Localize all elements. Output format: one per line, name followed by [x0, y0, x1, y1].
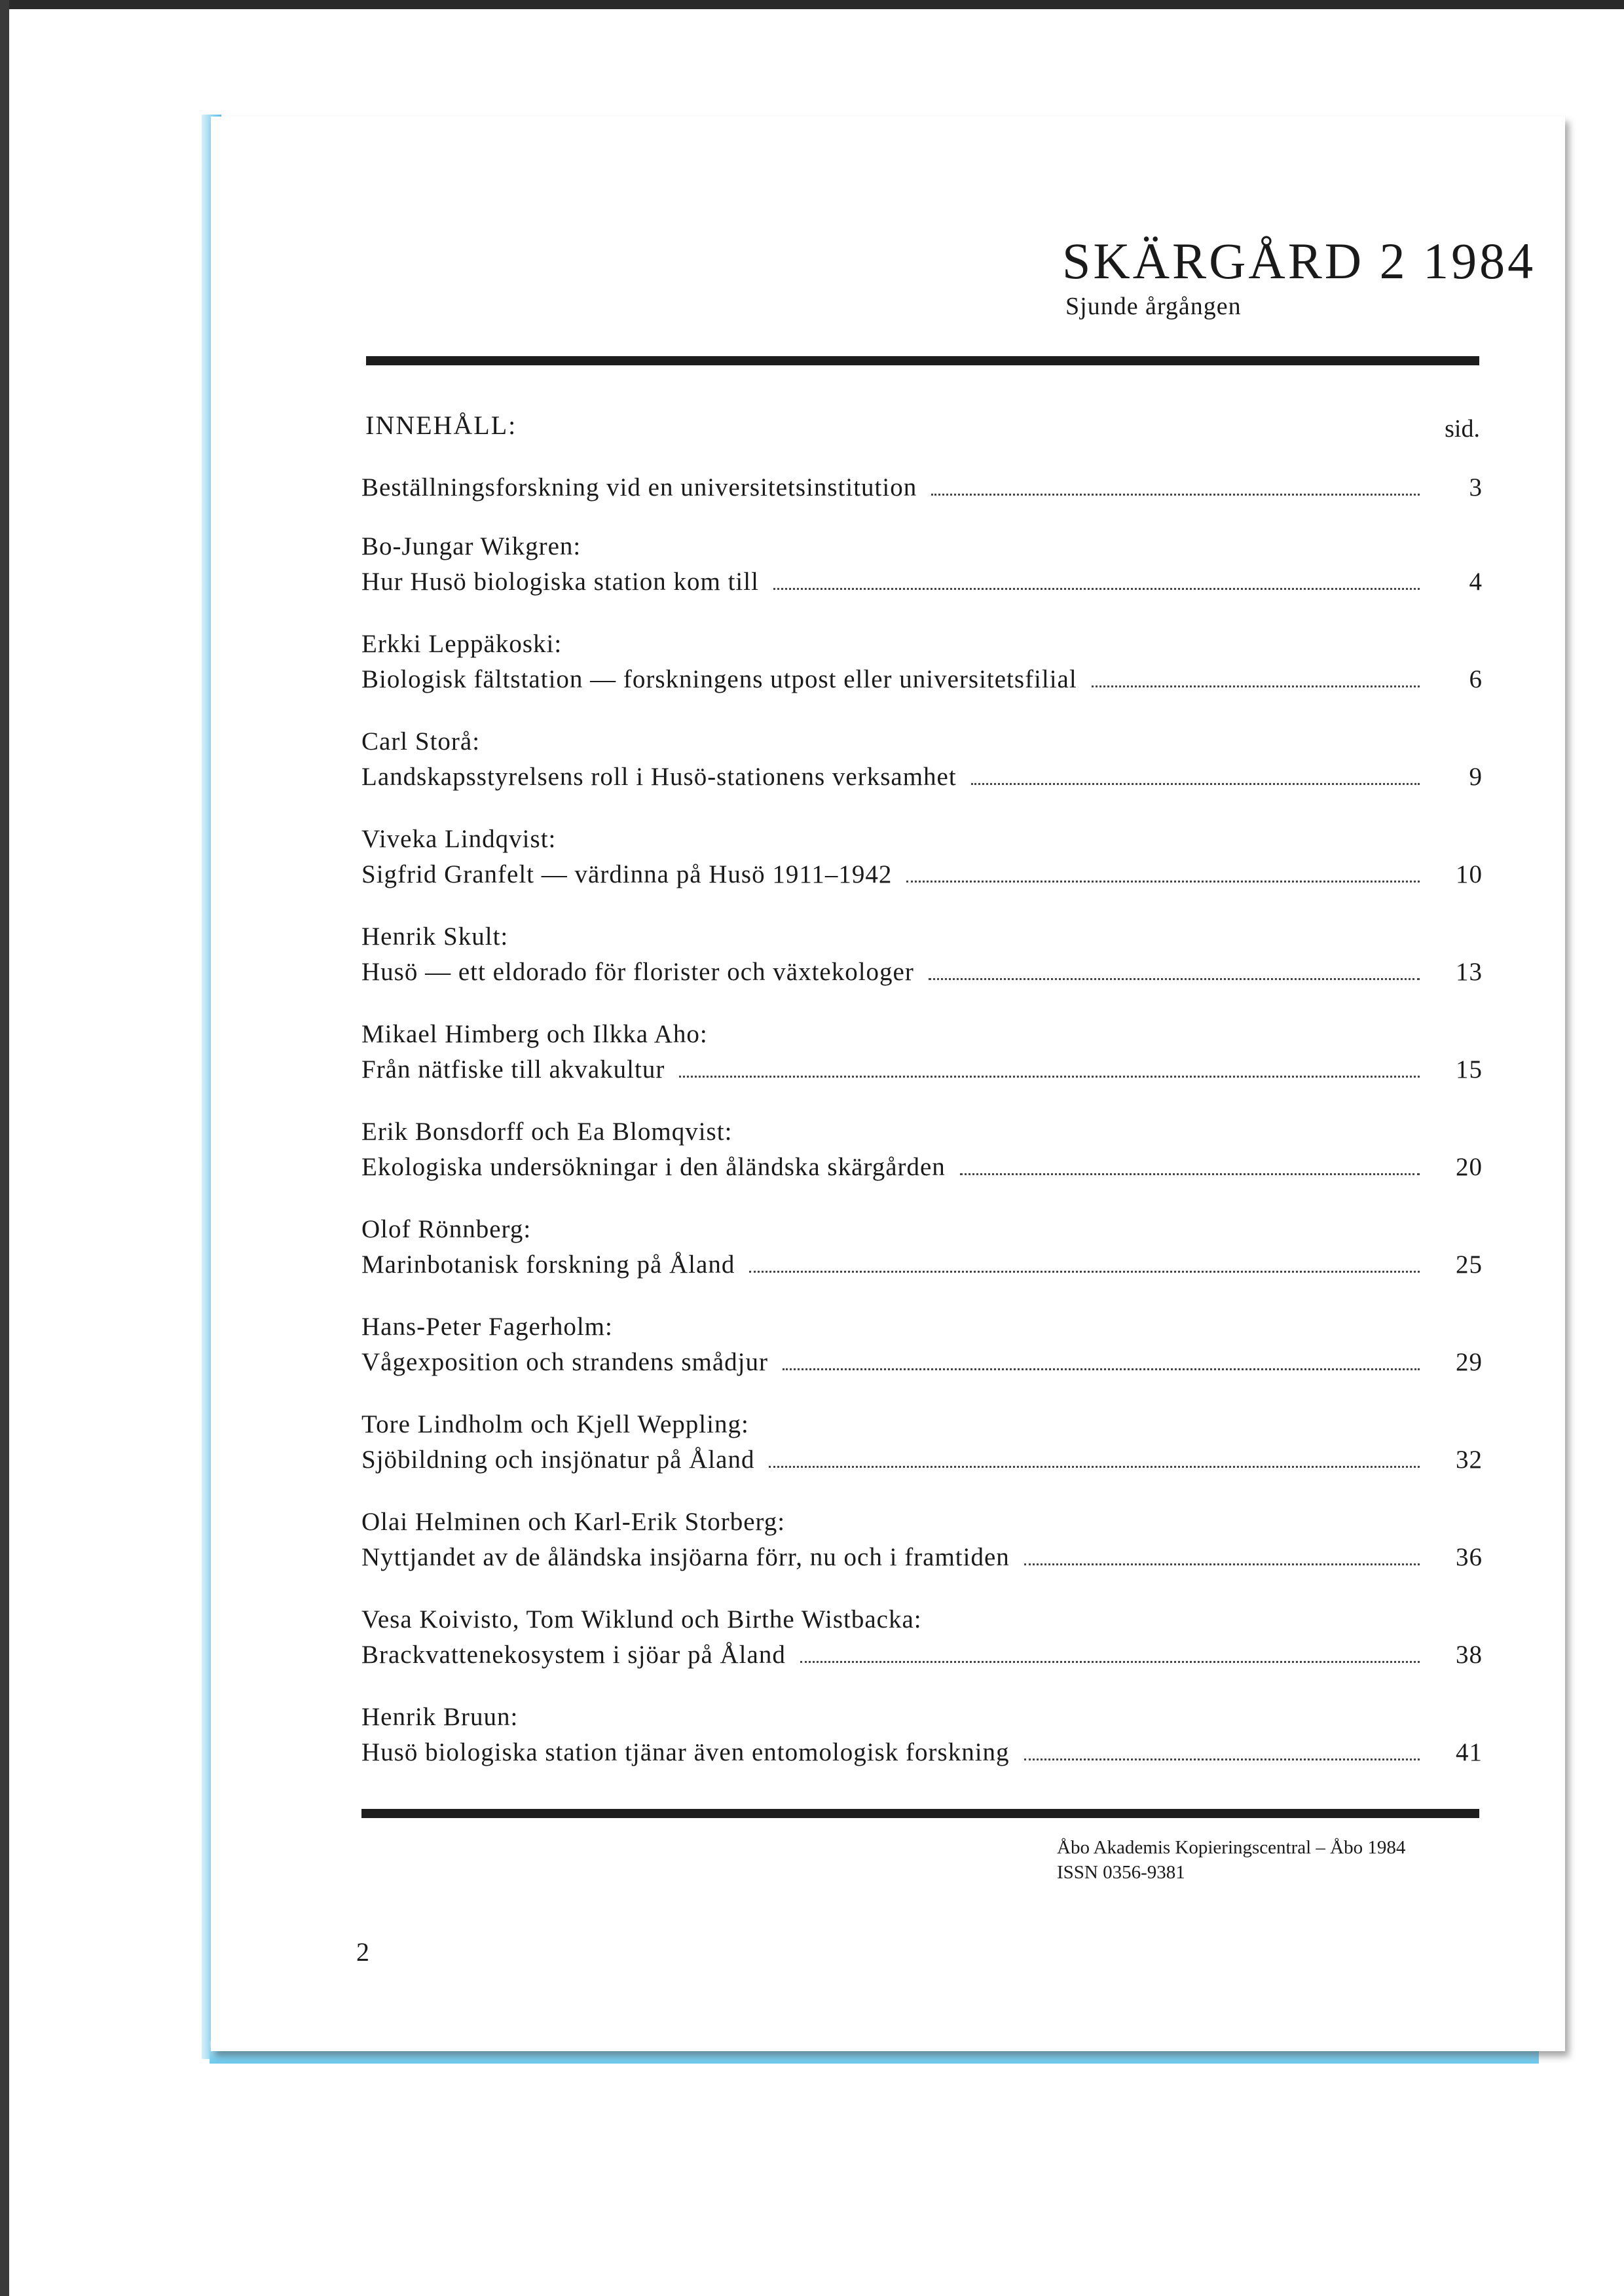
dot-leader [929, 977, 1420, 980]
toc-entry-title: Sjöbildning och insjönatur på Åland [361, 1446, 755, 1474]
toc-entry-line [361, 1150, 1483, 1185]
toc-entry [361, 1504, 1483, 1575]
dot-leader [769, 1465, 1420, 1468]
toc-entry [361, 627, 1483, 697]
toc-entry-title: Ekologiska undersökningar i den åländska skärgården [361, 1153, 946, 1181]
scanner-edge-top [0, 0, 1624, 9]
toc-entry [361, 1309, 1483, 1380]
toc-entry-title: Brackvattenekosystem i sjöar på Åland [361, 1641, 786, 1669]
toc-entry-page: 20 [1456, 1153, 1483, 1181]
toc-entry-page: 13 [1456, 958, 1483, 986]
journal-page [211, 117, 1565, 2051]
toc-entry-line [361, 564, 1483, 600]
toc-entry-page: 32 [1456, 1446, 1483, 1474]
toc-entry-title: Husö — ett eldorado för florister och växtekologer [361, 958, 914, 986]
toc-entry-title: Sigfrid Granfelt — värdinna på Husö 1911–1942 [361, 860, 893, 888]
toc-entry-title: Nyttjandet av de åländska insjöarna förr, nu och i framtiden [361, 1543, 1010, 1571]
toc-entry-title: Hur Husö biologiska station kom till [361, 568, 759, 596]
toc-entry-page: 41 [1456, 1738, 1483, 1766]
publisher-line: Åbo Akademis Kopieringscentral – Åbo 1984 [1057, 1837, 1406, 1858]
dot-leader [1024, 1563, 1420, 1565]
dot-leader [800, 1660, 1420, 1663]
toc-entry [361, 470, 1483, 505]
toc-entry-line [361, 759, 1483, 795]
toc-entry-page: 38 [1456, 1641, 1483, 1669]
toc-entry [361, 1700, 1483, 1770]
toc-entry-line [361, 1345, 1483, 1380]
toc-entry-author: Carl Storå: [361, 727, 481, 756]
toc-entry-author: Erkki Leppäkoski: [361, 630, 563, 658]
toc-entry-page: 4 [1469, 568, 1483, 596]
toc-entry-page: 9 [1469, 763, 1483, 791]
toc-entry-line [361, 1247, 1483, 1283]
toc-entry-page: 36 [1456, 1543, 1483, 1571]
dot-leader [679, 1075, 1420, 1078]
toc-entry-page: 25 [1456, 1250, 1483, 1279]
toc-entry-line [361, 955, 1483, 990]
page-number: 2 [356, 1937, 369, 1967]
dot-leader [749, 1270, 1420, 1273]
toc-entry-title: Vågexposition och strandens smådjur [361, 1348, 768, 1376]
bottom-rule [361, 1809, 1479, 1818]
toc-entry-author: Hans-Peter Fagerholm: [361, 1313, 613, 1341]
toc-entry [361, 1407, 1483, 1478]
toc-heading: INNEHÅLL: [365, 410, 517, 440]
dot-leader [773, 587, 1420, 590]
toc-entry-line [361, 1540, 1483, 1575]
toc-entry-author: Vesa Koivisto, Tom Wiklund och Birthe Wistbacka: [361, 1605, 922, 1633]
toc-entry [361, 1602, 1483, 1673]
toc-entry-author: Henrik Skult: [361, 922, 509, 951]
toc-entry-title: Husö biologiska station tjänar även entomologisk forskning [361, 1738, 1010, 1766]
toc-entry-line [361, 470, 1483, 505]
toc-entry-page: 29 [1456, 1348, 1483, 1376]
toc-entry [361, 1017, 1483, 1087]
dot-leader [1092, 685, 1420, 687]
toc-entry-line [361, 857, 1483, 892]
dot-leader [1024, 1758, 1420, 1760]
toc-entry-page: 3 [1469, 473, 1483, 501]
toc-entry-title: Biologisk fältstation — forskningens utpost eller universitetsfilial [361, 665, 1077, 693]
toc-entry [361, 919, 1483, 990]
toc-entry-page: 10 [1456, 860, 1483, 888]
toc-entry [361, 529, 1483, 600]
toc-entry-author: Bo-Jungar Wikgren: [361, 532, 581, 560]
toc-entry-title: Från nätfiske till akvakultur [361, 1055, 665, 1084]
top-rule [366, 356, 1479, 365]
toc-entry-page: 6 [1469, 665, 1483, 693]
journal-title: SKÄRGÅRD 2 1984 [1062, 232, 1536, 289]
toc-entry [361, 724, 1483, 795]
toc-entry-title: Marinbotanisk forskning på Åland [361, 1250, 735, 1279]
toc-entry-author: Henrik Bruun: [361, 1703, 519, 1731]
toc-entry-line [361, 1442, 1483, 1478]
toc-entry-line [361, 1637, 1483, 1673]
page-column-heading: sid. [1445, 415, 1480, 443]
toc-entry-author: Viveka Lindqvist: [361, 825, 557, 853]
dot-leader [906, 880, 1420, 883]
dot-leader [783, 1368, 1420, 1370]
issn-line: ISSN 0356-9381 [1057, 1862, 1185, 1883]
toc-entry [361, 822, 1483, 892]
dot-leader [931, 493, 1420, 496]
toc-entry [361, 1212, 1483, 1283]
toc-entry-author: Mikael Himberg och Ilkka Aho: [361, 1020, 708, 1048]
toc-entry-line [361, 662, 1483, 697]
toc-entry-author: Tore Lindholm och Kjell Weppling: [361, 1410, 749, 1438]
toc-entry-author: Olof Rönnberg: [361, 1215, 532, 1243]
toc-entry-author: Erik Bonsdorff och Ea Blomqvist: [361, 1118, 733, 1146]
toc-entry-title: Landskapsstyrelsens roll i Husö-stationens verksamhet [361, 763, 957, 791]
toc-entry-line [361, 1735, 1483, 1770]
toc-entry-title: Beställningsforskning vid en universitetsinstitution [361, 473, 917, 501]
toc-entry-author: Olai Helminen och Karl-Erik Storberg: [361, 1508, 786, 1536]
journal-subtitle: Sjunde årgången [1065, 293, 1242, 320]
dot-leader [971, 782, 1420, 785]
scanner-edge-left [0, 0, 9, 2296]
toc-entry-page: 15 [1456, 1055, 1483, 1084]
toc-entry-line [361, 1052, 1483, 1087]
dot-leader [960, 1173, 1420, 1175]
toc-entry [361, 1114, 1483, 1185]
